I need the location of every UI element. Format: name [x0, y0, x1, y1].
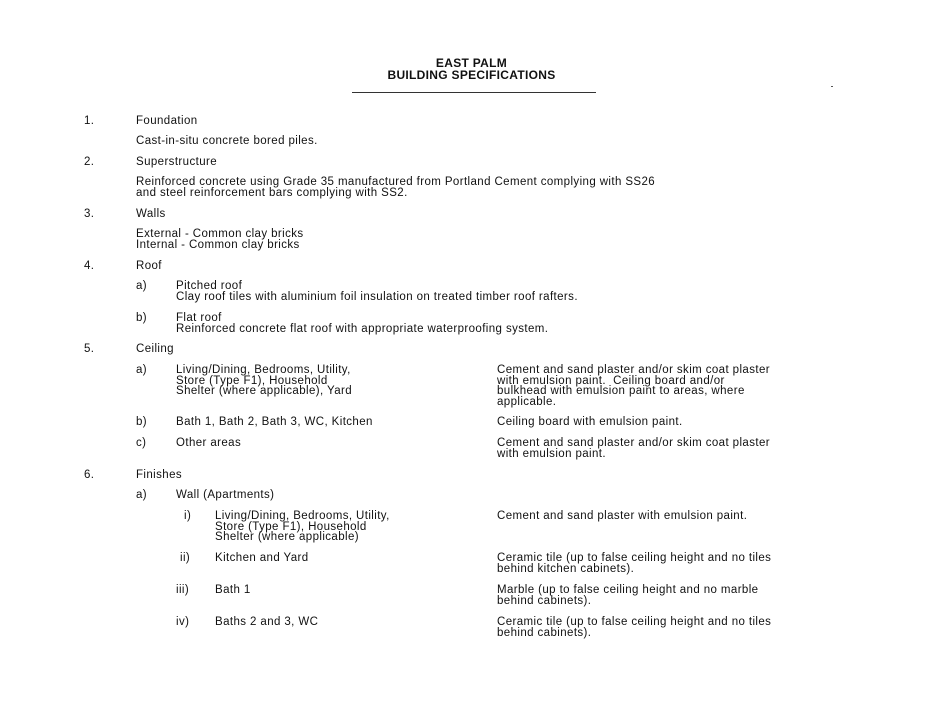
superstructure-text: Reinforced concrete using Grade 35 manufactured from Portland Cement complying with SS26 and steel reinforcement bars complying with SS2.	[136, 176, 656, 199]
roof-item-flat: Flat roof Reinforced concrete flat roof with appropriate waterproofing system.	[176, 312, 549, 335]
section-number: 1.	[84, 115, 95, 127]
finish-item-marker: i)	[184, 510, 192, 522]
section-title-walls: Walls	[136, 208, 166, 220]
walls-text: External - Common clay bricks Internal - Common clay bricks	[136, 228, 304, 251]
finish-item-spec: Marble (up to false ceiling height and no marble behind cabinets).	[497, 584, 759, 607]
section-number: 5.	[84, 343, 95, 355]
finish-item-spec: Ceramic tile (up to false ceiling height and no tiles behind cabinets).	[497, 616, 772, 639]
finish-item-marker: iv)	[176, 616, 190, 628]
ceiling-item-area: Bath 1, Bath 2, Bath 3, WC, Kitchen	[176, 416, 373, 428]
section-title-ceiling: Ceiling	[136, 343, 174, 355]
section-title-roof: Roof	[136, 260, 162, 272]
finish-item-marker: ii)	[180, 552, 191, 564]
finishes-sub-marker: a)	[136, 489, 148, 501]
finish-item-area: Baths 2 and 3, WC	[215, 616, 319, 628]
ceiling-item-area: Other areas	[176, 437, 242, 449]
roof-item-marker: b)	[136, 312, 148, 324]
foundation-text: Cast-in-situ concrete bored piles.	[136, 135, 318, 147]
section-number: 4.	[84, 260, 95, 272]
ceiling-item-spec: Cement and sand plaster and/or skim coat plaster with emulsion paint.	[497, 437, 770, 460]
finish-item-area: Living/Dining, Bedrooms, Utility, Store (Type F1), Household Shelter (where applicable)	[215, 510, 390, 543]
finishes-sub-title: Wall (Apartments)	[176, 489, 275, 501]
ceiling-item-marker: a)	[136, 364, 148, 376]
ceiling-item-area: Living/Dining, Bedrooms, Utility, Store (Type F1), Household Shelter (where applicable), Yard	[176, 364, 353, 397]
section-number: 3.	[84, 208, 95, 220]
ceiling-item-spec: Ceiling board with emulsion paint.	[497, 416, 683, 428]
finish-item-spec: Cement and sand plaster with emulsion paint.	[497, 510, 748, 522]
section-number: 2.	[84, 156, 95, 168]
ceiling-item-marker: b)	[136, 416, 148, 428]
doc-subtitle: BUILDING SPECIFICATIONS	[387, 68, 556, 82]
doc-title: EAST PALM	[435, 56, 508, 70]
roof-item-pitched: Pitched roof Clay roof tiles with aluminium foil insulation on treated timber roof rafters.	[176, 280, 578, 303]
section-title-finishes: Finishes	[136, 469, 183, 481]
roof-item-marker: a)	[136, 280, 148, 292]
finish-item-area: Kitchen and Yard	[215, 552, 309, 564]
finish-item-area: Bath 1	[215, 584, 251, 596]
finish-item-marker: iii)	[176, 584, 190, 596]
section-title-superstructure: Superstructure	[136, 156, 218, 168]
section-title-foundation: Foundation	[136, 115, 198, 127]
scan-speck	[831, 86, 833, 87]
section-number: 6.	[84, 469, 95, 481]
title-underline	[352, 92, 596, 93]
finish-item-spec: Ceramic tile (up to false ceiling height and no tiles behind kitchen cabinets).	[497, 552, 772, 575]
ceiling-item-spec: Cement and sand plaster and/or skim coat plaster with emulsion paint. Ceiling board and/or bulkhead with emulsion paint to areas, where applicable.	[497, 364, 770, 408]
ceiling-item-marker: c)	[136, 437, 147, 449]
